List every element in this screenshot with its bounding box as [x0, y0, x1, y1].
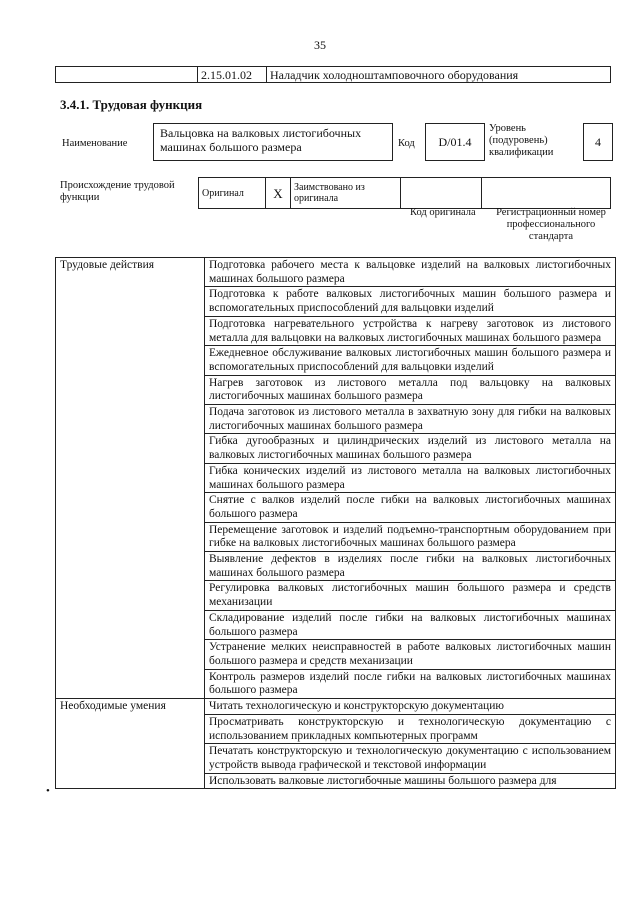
table-row: [56, 699, 616, 715]
page-number: 35: [314, 38, 326, 52]
code-table-empty-cell: [56, 67, 198, 83]
required-skill: Просматривать конструкторскую и технологическую документацию с использованием прикладных компьютерных программ: [205, 714, 616, 743]
qualification-level-box: 4: [583, 123, 613, 161]
labor-action: Устранение мелких неисправностей в работе валковых листогибочных машин большого размера и средств механизации: [205, 640, 616, 669]
labor-action: Подготовка к работе валковых листогибочных машин большого размера и вспомогательных приспособлений для вальцовки изделий: [205, 287, 616, 316]
function-name-box: Вальцовка на валковых листогибочных машинах большого размера: [153, 123, 393, 161]
labor-action: Складирование изделий после гибки на валковых листогибочных машинах большого размера: [205, 610, 616, 639]
labor-action: Нагрев заготовок из листового металла под вальцовку на валковых листогибочных машинах большого размера: [205, 375, 616, 404]
labor-action: Перемещение заготовок и изделий подъемно-транспортным оборудованием при гибке на валковых листогибочных машинах большого размера: [205, 522, 616, 551]
table-row: [56, 258, 616, 287]
required-skill: Читать технологическую и конструкторскую документацию: [205, 699, 616, 715]
labor-action: Подготовка нагревательного устройства к нагреву заготовок из листового металла для вальцовки на валковых листогибочных машинах большого размера: [205, 316, 616, 345]
labor-action: Снятие с валков изделий после гибки на валковых листогибочных машинах большого размера: [205, 493, 616, 522]
code-label: Код: [398, 138, 415, 149]
original-code-cell: [401, 178, 482, 209]
section-title: 3.4.1. Трудовая функция: [60, 97, 203, 112]
origin-label: Происхождение трудовой функции: [60, 180, 175, 203]
occupation-code-table: [55, 66, 611, 83]
original-label: Оригинал: [199, 178, 266, 209]
borrowed-label: Заимствовано из оригинала: [291, 178, 401, 209]
labor-action: Подготовка рабочего места к вальцовке изделий на валковых листогибочных машинах большого размера: [205, 258, 616, 287]
labor-action: Гибка дугообразных и цилиндрических изделий из листового металла на валковых листогибочных машинах большого размера: [205, 434, 616, 463]
required-skill: Использовать валковые листогибочные машины большого размера для: [205, 773, 616, 789]
labor-action: Контроль размеров изделий после гибки на валковых листогибочных машинах большого размера: [205, 669, 616, 698]
origin-table: [198, 177, 611, 209]
category-label: Необходимые умения: [56, 699, 205, 789]
required-skill: Печатать конструкторскую и технологическую документацию с использованием устройств вывода графической и текстовой информации: [205, 744, 616, 773]
registration-number-label: Регистрационный номер профессионального стандарта: [496, 207, 606, 242]
labor-action: Выявление дефектов в изделиях после гибки на валковых листогибочных машинах большого размера: [205, 552, 616, 581]
function-code-box: D/01.4: [425, 123, 485, 161]
name-label: Наименование: [62, 138, 128, 149]
labor-action: Гибка конических изделий из листового металла на валковых листогибочных машинах большого размера: [205, 463, 616, 492]
margin-mark: •: [46, 785, 50, 797]
original-mark: X: [266, 178, 291, 209]
labor-function-table: [55, 257, 616, 789]
labor-action: Ежедневное обслуживание валковых листогибочных машин большого размера и вспомогательных приспособлений для вальцовки изделий: [205, 346, 616, 375]
registration-number-cell: [482, 178, 611, 209]
code-of-original-label: Код оригинала: [410, 207, 476, 218]
category-label: Трудовые действия: [56, 258, 205, 699]
occupation-code: 2.15.01.02: [198, 67, 267, 83]
labor-action: Регулировка валковых листогибочных машин большого размера и средств механизации: [205, 581, 616, 610]
level-label: Уровень (подуровень) квалификации: [489, 123, 554, 158]
occupation-title: Наладчик холодноштамповочного оборудования: [267, 67, 611, 83]
labor-action: Подача заготовок из листового металла в захватную зону для гибки на валковых листогибочных машинах большого размера: [205, 405, 616, 434]
